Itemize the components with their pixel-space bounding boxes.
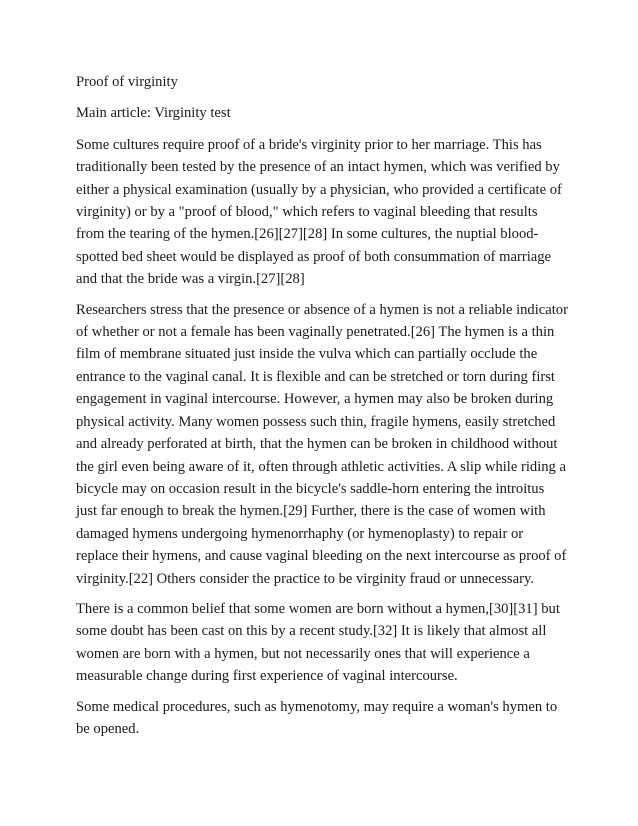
paragraph-1: Some cultures require proof of a bride's virginity prior to her marriage. This has traditionally been tested by the presence of an intact hymen, which was verified by either a physical examination (usually by a physician, who provided a certificate of virginity) or by a "proof of blood," which refers to vaginal bleeding that results from the tearing of the hymen.[26][27][28] In some cultures, the nuptial blood-spotted bed sheet would be displayed as proof of both consummation of marriage and that the bride was a virgin.[27][28] (76, 136, 562, 288)
section-heading: Proof of virginity (76, 74, 178, 90)
main-article-link: Main article: Virginity test (76, 105, 231, 122)
paragraph-4: Some medical procedures, such as hymenotomy, may require a woman's hymen to be opened. (76, 698, 558, 737)
document-page (76, 71, 568, 748)
paragraph-2: Researchers stress that the presence or absence of a hymen is not a reliable indicator of whether or not a female has been vaginally penetrated.[26] The hymen is a thin film of membrane situated just inside the vulva which can partially occlude the entrance to the vaginal canal. It is flexible and can be stretched or torn during first engagement in vaginal intercourse. However, a hymen may also be broken during physical activity. Many women possess such thin, fragile hymens, easily stretched and already perforated at birth, that the hymen can be broken in childhood without the girl even being aware of it, often through athletic activities. A slip while riding a bicycle may on occasion result in the bicycle's saddle-horn entering the introitus just far enough to break the hymen.[29] Further, there is the case of women with damaged hymens undergoing hymenorrhaphy (or hymenoplasty) to repair or replace their hymens, and cause vaginal bleeding on the next intercourse as proof of virginity.[22] Others consider the practice to be virginity fraud or unnecessary. (76, 301, 568, 587)
paragraph-3: There is a common belief that some women are born without a hymen,[30][31] but some doubt has been cast on this by a recent study.[32] It is likely that almost all women are born with a hymen, but not necessarily ones that will experience a measurable change during first experience of vaginal intercourse. (76, 600, 560, 685)
